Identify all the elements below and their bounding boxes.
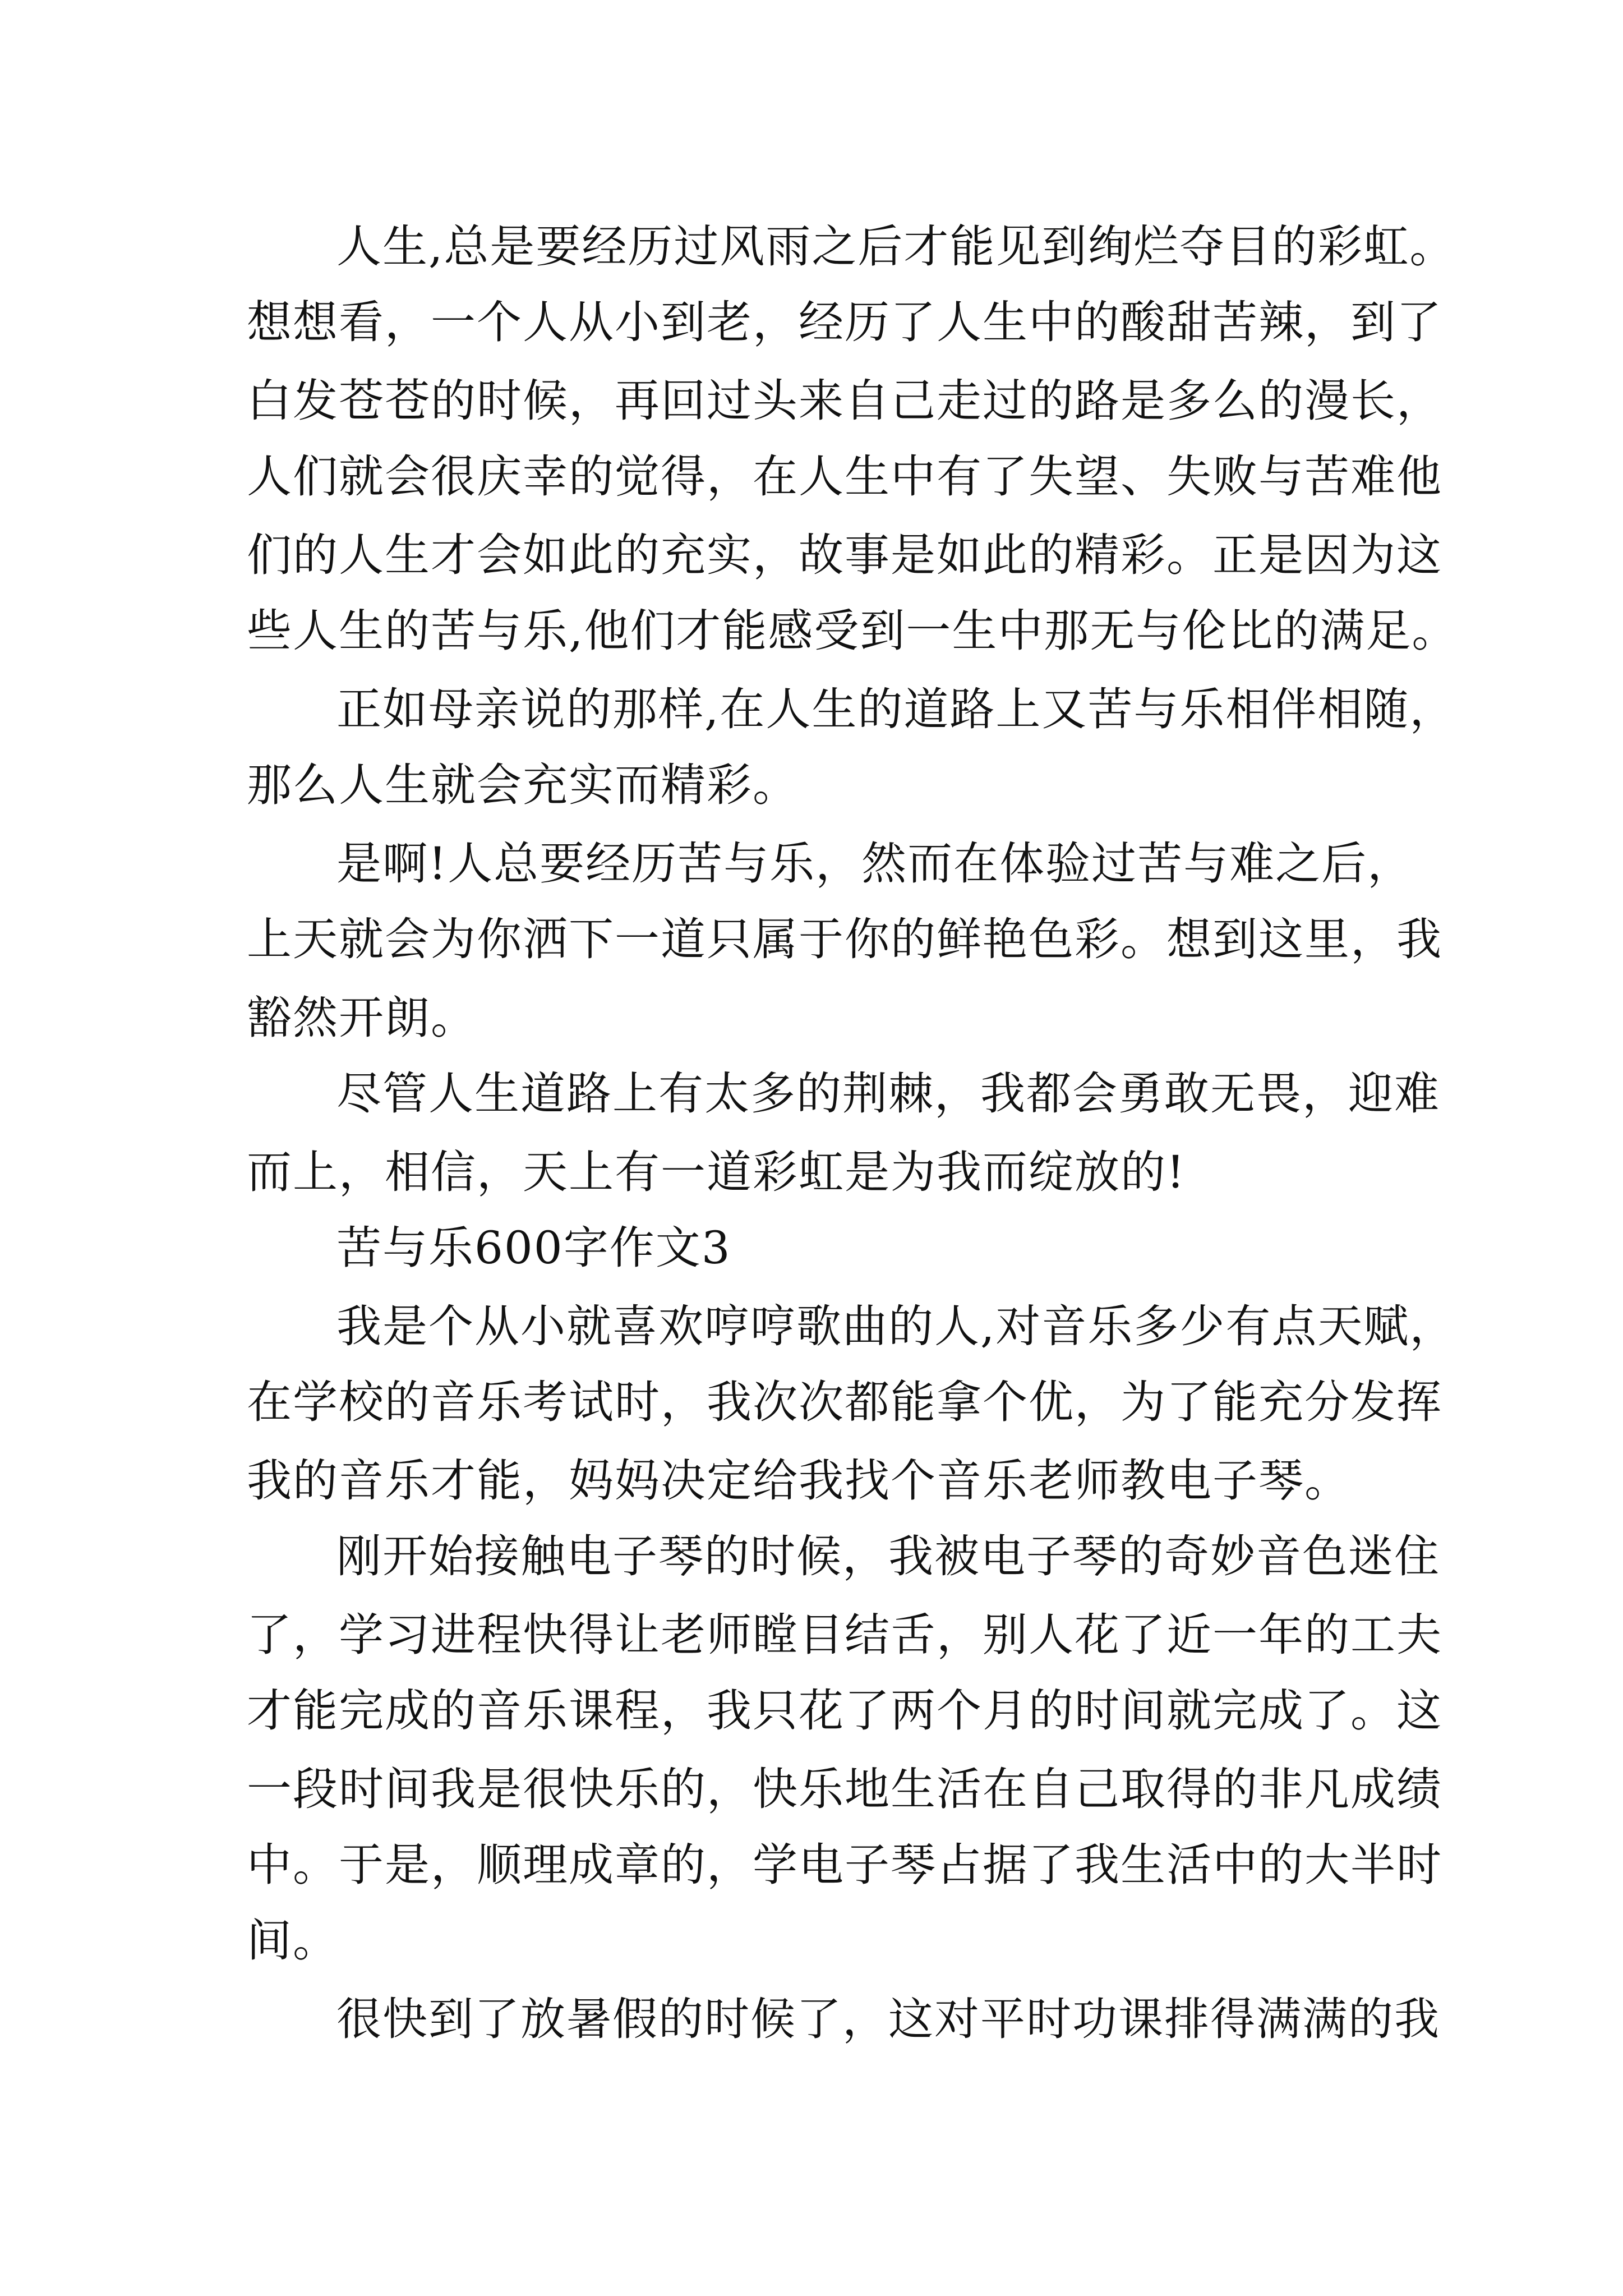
paragraph-line: 尽管人生道路上有太多的荆棘，我都会勇敢无畏，迎难 xyxy=(336,1068,1440,1120)
paragraph-line: 想想看，一个人从小到老，经历了人生中的酸甜苦辣，到了 xyxy=(247,296,1442,348)
paragraph-line: 些人生的苦与乐,他们才能感受到一生中那无与伦比的满足。 xyxy=(247,605,1458,657)
paragraph-line: 中。于是，顺理成章的，学电子琴占据了我生活中的大半时 xyxy=(247,1839,1442,1891)
paragraph-line: 豁然开朗。 xyxy=(247,992,477,1044)
paragraph-line: 才能完成的音乐课程，我只花了两个月的时间就完成了。这 xyxy=(247,1685,1442,1737)
paragraph-line: 人生,总是要经历过风雨之后才能见到绚烂夺目的彩虹。 xyxy=(336,220,1456,273)
paragraph-line: 刚开始接触电子琴的时候，我被电子琴的奇妙音色迷住 xyxy=(336,1530,1440,1582)
paragraph-line: 而上，相信，天上有一道彩虹是为我而绽放的! xyxy=(247,1146,1186,1198)
paragraph-line: 白发苍苍的时候，再回过头来自己走过的路是多么的漫长， xyxy=(247,375,1442,427)
paragraph-line: 很快到了放暑假的时候了，这对平时功课排得满满的我 xyxy=(336,1993,1440,2045)
paragraph-line: 正如母亲说的那样,在人生的道路上又苦与乐相伴相随， xyxy=(336,683,1456,735)
paragraph-line: 人们就会很庆幸的觉得，在人生中有了失望、失败与苦难他 xyxy=(247,450,1442,503)
paragraph-line: 我的音乐才能，妈妈决定给我找个音乐老师教电子琴。 xyxy=(247,1455,1350,1507)
section-heading: 苦与乐600字作文3 xyxy=(336,1222,731,1274)
paragraph-line: 上天就会为你洒下一道只属于你的鲜艳色彩。想到这里，我 xyxy=(247,913,1442,965)
paragraph-line: 们的人生才会如此的充实，故事是如此的精彩。正是因为这 xyxy=(247,529,1442,581)
paragraph-line: 一段时间我是很快乐的，快乐地生活在自己取得的非凡成绩 xyxy=(247,1763,1442,1815)
paragraph-line: 我是个从小就喜欢哼哼歌曲的人,对音乐多少有点天赋， xyxy=(336,1300,1456,1352)
paragraph-line: 间。 xyxy=(247,1915,339,1967)
paragraph-line: 是啊!人总要经历苦与乐，然而在体验过苦与难之后， xyxy=(336,838,1414,890)
paragraph-line: 在学校的音乐考试时，我次次都能拿个优，为了能充分发挥 xyxy=(247,1376,1442,1428)
paragraph-line: 那么人生就会充实而精彩。 xyxy=(247,759,799,811)
paragraph-line: 了，学习进程快得让老师瞠目结舌，别人花了近一年的工夫 xyxy=(247,1609,1442,1661)
